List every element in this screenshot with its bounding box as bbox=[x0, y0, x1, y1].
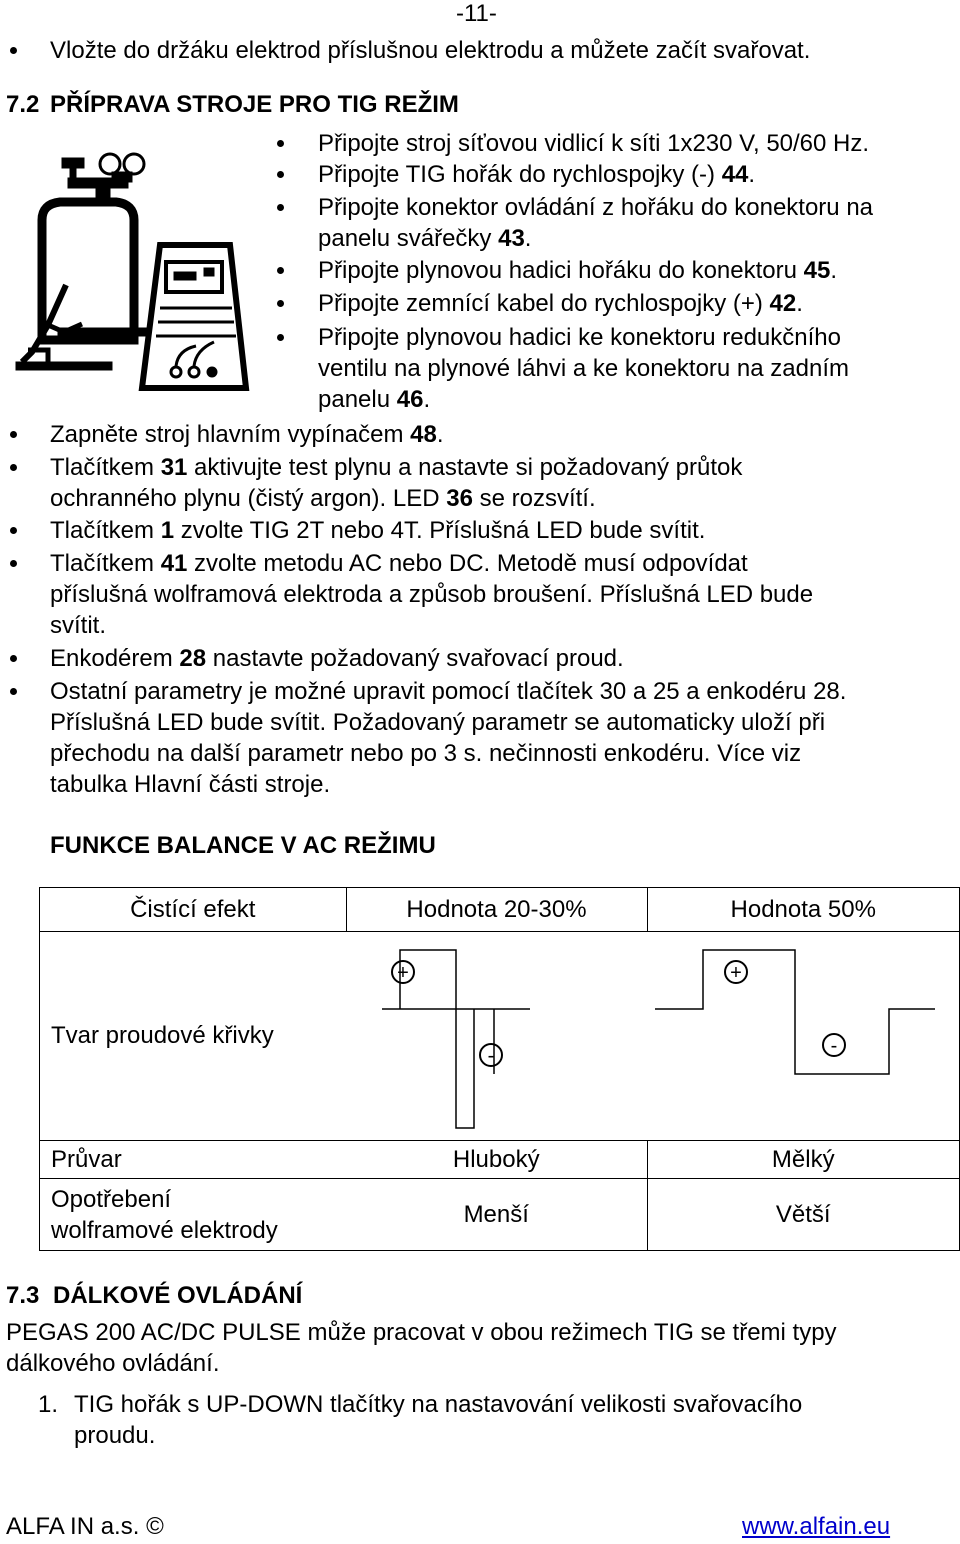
step-text: Připojte TIG hořák do rychlospojky (-) 44. bbox=[318, 161, 756, 188]
step-text: příslušná wolframová elektroda a způsob broušení. Příslušná LED bude bbox=[50, 581, 814, 608]
intro-bullet-text: Vložte do držáku elektrod příslušnou elektrodu a můžete začít svařovat. bbox=[50, 37, 811, 64]
table-header-cell: Čistící efekt bbox=[40, 888, 347, 932]
plus-sign: + bbox=[397, 962, 409, 984]
minus-sign: - bbox=[487, 1045, 495, 1067]
section-number: 7.2 bbox=[6, 91, 40, 118]
plus-sign: + bbox=[730, 962, 742, 984]
bullet bbox=[10, 47, 17, 54]
step-text: svítit. bbox=[50, 612, 107, 639]
row-value: Menší bbox=[346, 1179, 647, 1251]
step-text: Tlačítkem 31 aktivujte test plynu a nastavte si požadovaný průtok bbox=[50, 454, 743, 481]
waveform-20-30-chart bbox=[346, 932, 646, 1140]
section-title: PŘÍPRAVA STROJE PRO TIG REŽIM bbox=[50, 91, 459, 118]
bullet bbox=[277, 267, 284, 274]
step-text: Připojte zemnící kabel do rychlospojky (+) 42. bbox=[318, 290, 803, 317]
bullet bbox=[10, 688, 17, 695]
bullet bbox=[10, 527, 17, 534]
table-header-cell: Hodnota 50% bbox=[647, 888, 960, 932]
bullet bbox=[10, 560, 17, 567]
step-text: Připojte plynovou hadici hořáku do konektoru 45. bbox=[318, 257, 838, 284]
bullet bbox=[277, 140, 284, 147]
step-text: Připojte konektor ovládání z hořáku do konektoru na bbox=[318, 194, 874, 221]
balance-title: FUNKCE BALANCE V AC REŽIMU bbox=[50, 832, 436, 859]
bullet bbox=[277, 334, 284, 341]
row-label: Průvar bbox=[40, 1141, 347, 1179]
step-text: Tlačítkem 41 zvolte metodu AC nebo DC. Metodě musí odpovídat bbox=[50, 550, 748, 577]
row-value: Mělký bbox=[647, 1141, 960, 1179]
list-number: 1. bbox=[38, 1391, 59, 1418]
step-text: panelu 46. bbox=[318, 386, 431, 413]
bullet bbox=[277, 300, 284, 307]
bullet bbox=[277, 171, 284, 178]
row-value: Větší bbox=[647, 1179, 960, 1251]
waveform-50-chart bbox=[647, 932, 959, 1140]
step-text: přechodu na další parametr nebo po 3 s. nečinnosti enkodéru. Více viz bbox=[50, 740, 802, 767]
step-text: Enkodérem 28 nastavte požadovaný svařovací proud. bbox=[50, 645, 624, 672]
footer-company: ALFA IN a.s. © bbox=[6, 1513, 164, 1540]
balance-table bbox=[39, 887, 960, 1251]
row-label-line: Opotřebení bbox=[51, 1185, 172, 1213]
page-number: -11- bbox=[456, 0, 497, 27]
step-text: Příslušná LED bude svítit. Požadovaný parametr se automaticky uloží při bbox=[50, 709, 826, 736]
waveform-label: Tvar proudové křivky bbox=[40, 932, 347, 1141]
step-text: Zapněte stroj hlavním vypínačem 48. bbox=[50, 421, 444, 448]
table-header-row bbox=[40, 888, 960, 932]
step-text: Připojte stroj síťovou vidlicí k síti 1x230 V, 50/60 Hz. bbox=[318, 130, 870, 157]
bullet bbox=[10, 431, 17, 438]
row-label bbox=[40, 1179, 347, 1251]
row-value: Hluboký bbox=[346, 1141, 647, 1179]
table-header-cell: Hodnota 20-30% bbox=[346, 888, 647, 932]
waveform-20-30 bbox=[346, 932, 647, 1141]
row-label-line: wolframové elektrody bbox=[51, 1216, 278, 1244]
section-title: DÁLKOVÉ OVLÁDÁNÍ bbox=[53, 1282, 303, 1309]
section-number: 7.3 bbox=[6, 1282, 40, 1309]
waveform-50 bbox=[647, 932, 960, 1141]
step-text: Tlačítkem 1 zvolte TIG 2T nebo 4T. Příslušná LED bude svítit. bbox=[50, 517, 706, 544]
footer-website-link[interactable]: www.alfain.eu bbox=[742, 1513, 891, 1540]
paragraph-line: dálkového ovládání. bbox=[6, 1350, 220, 1377]
table-row bbox=[40, 932, 960, 1141]
step-text: panelu svářečky 43. bbox=[318, 225, 532, 252]
step-text: ochranného plynu (čistý argon). LED 36 se rozsvítí. bbox=[50, 485, 596, 512]
tig-welder-with-gas-cylinder-icon bbox=[8, 150, 253, 395]
minus-sign: - bbox=[830, 1035, 838, 1057]
list-item-text: TIG hořák s UP-DOWN tlačítky na nastavování velikosti svařovacího bbox=[74, 1391, 803, 1418]
bullet bbox=[10, 464, 17, 471]
step-text: Ostatní parametry je možné upravit pomocí tlačítek 30 a 25 a enkodéru 28. bbox=[50, 678, 847, 705]
table-row bbox=[40, 1141, 960, 1179]
table-row bbox=[40, 1179, 960, 1251]
step-text: tabulka Hlavní části stroje. bbox=[50, 771, 331, 798]
step-text: ventilu na plynové láhvi a ke konektoru na zadním bbox=[318, 355, 849, 382]
bullet bbox=[277, 204, 284, 211]
list-item-text: proudu. bbox=[74, 1422, 156, 1449]
step-text: Připojte plynovou hadici ke konektoru redukčního bbox=[318, 324, 841, 351]
paragraph-line: PEGAS 200 AC/DC PULSE může pracovat v obou režimech TIG se třemi typy bbox=[6, 1319, 837, 1346]
bullet bbox=[10, 655, 17, 662]
